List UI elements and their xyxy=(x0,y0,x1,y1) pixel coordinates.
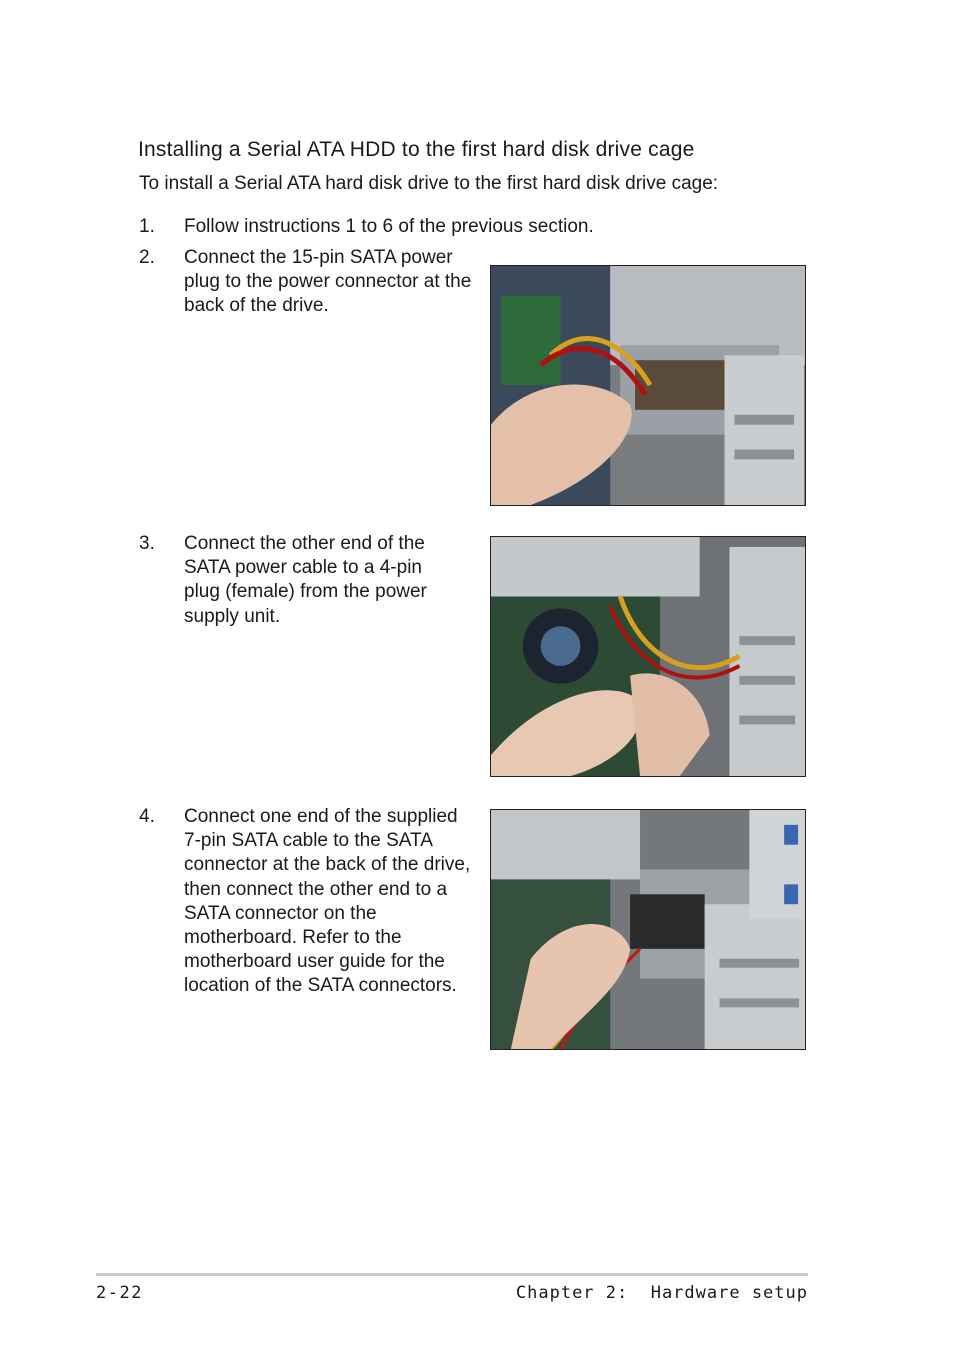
photo-sata-power-to-psu xyxy=(490,536,806,777)
section-heading: Installing a Serial ATA HDD to the first hard disk drive cage xyxy=(138,138,695,161)
step-number: 2. xyxy=(139,247,155,268)
photo-power-plug-to-drive xyxy=(490,265,806,506)
chapter-title: Chapter 2: Hardware setup xyxy=(515,1283,808,1303)
step-number: 1. xyxy=(139,216,155,237)
page-number: 2-22 xyxy=(96,1283,143,1303)
step-number: 3. xyxy=(139,533,155,554)
photo-sata-cable-to-motherboard xyxy=(490,809,806,1050)
step-text: Connect the other end of the SATA power cable to a 4-pin plug (female) from the power supply unit. xyxy=(184,533,427,627)
intro-text: To install a Serial ATA hard disk drive to the first hard disk drive cage: xyxy=(139,173,719,194)
step-text: Connect the 15-pin SATA power plug to the power connector at the back of the drive. xyxy=(184,247,472,317)
footer-divider xyxy=(96,1273,808,1276)
step-number: 4. xyxy=(139,806,155,827)
step-text: Follow instructions 1 to 6 of the previous section. xyxy=(184,216,594,237)
step-text: Connect one end of the supplied 7-pin SATA cable to the SATA connector at the back of the drive, then connect the other end to a SATA connector on the motherboard. Refer to the motherboard user guide for the location of the SATA connectors. xyxy=(184,806,471,997)
